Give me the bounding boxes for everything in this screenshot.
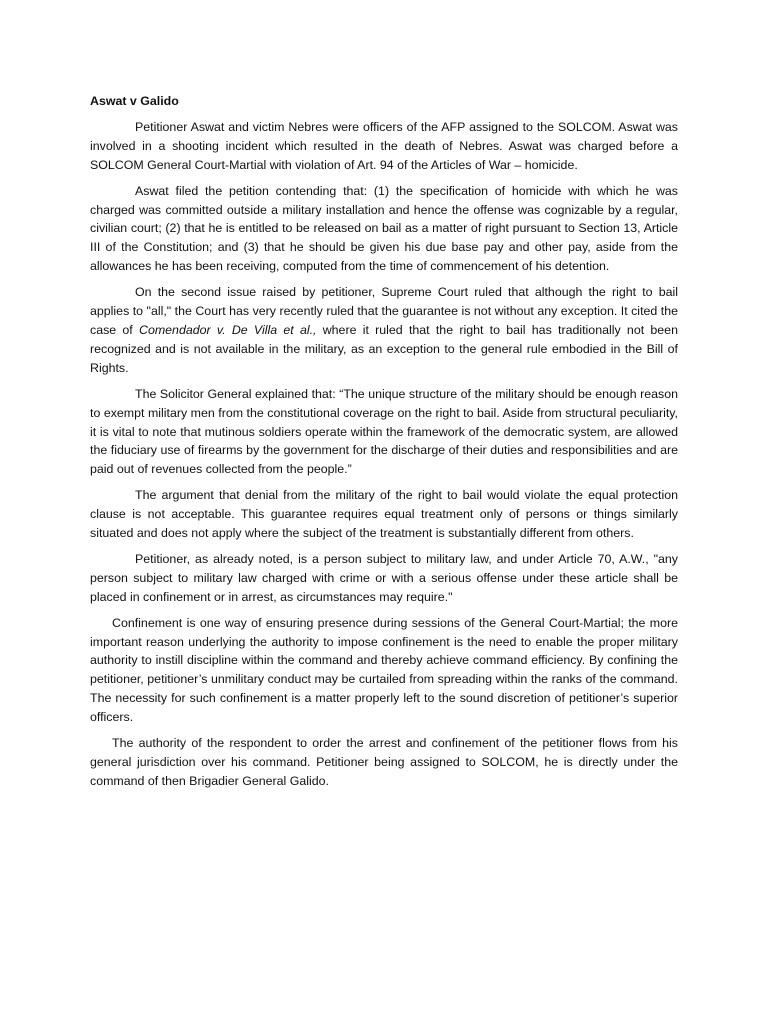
paragraph-equal-protection: The argument that denial from the military of the right to bail would violate the equal protection clause is not acceptable. This guarantee requires equal treatment only of persons or things similarly situated and does not apply where the subject of the treatment is substantially different from others. [90, 488, 678, 541]
document-page [90, 92, 678, 798]
paragraph-authority: The authority of the respondent to order the arrest and confinement of the petitioner flows from his general jurisdiction over his command. Petitioner being assigned to SOLCOM, he is directly under the command of then Brigadier General Galido. [90, 736, 678, 788]
paragraph-article-70: Petitioner, as already noted, is a person subject to military law, and under Article 70, A.W., "any person subject to military law charged with crime or with a serious offense under these article shall be placed in confinement or in arrest, as circumstances may require." [90, 551, 678, 604]
case-citation: Comendador v. De Villa et al., [139, 322, 317, 337]
paragraph-facts: Petitioner Aswat and victim Nebres were officers of the AFP assigned to the SOLCOM. Aswat was involved in a shooting incident which resulted in the death of Nebres. Aswat was charged before a SOLCOM General Court-Martial with violation of Art. 94 of the Articles of War – homicide. [90, 119, 678, 172]
paragraph-contentions: Aswat filed the petition contending that: (1) the specification of homicide with which he was charged was committed outside a military installation and hence the offense was cognizable by a regular, civilian court; (2) that he is entitled to be released on bail as a matter of right pursuant to Section 13, Article III of the Constitution; and (3) that he should be given his due base pay and other pay, aside from the allowances he has been receiving, computed from the time of commencement of his detention. [90, 183, 678, 274]
paragraph-solicitor-general: The Solicitor General explained that: “The unique structure of the military should be enough reason to exempt military men from the constitutional coverage on the right to bail. Aside from structural peculiarity, it is vital to note that mutinous soldiers operate within the framework of the democratic system, are allowed the fiduciary use of firearms by the government for the discharge of their duties and responsibilities and are paid out of revenues collected from the people.” [90, 386, 678, 477]
paragraph-bail-ruling [90, 283, 678, 378]
document-title: Aswat v Galido [90, 94, 179, 108]
paragraph-confinement: Confinement is one way of ensuring presence during sessions of the General Court-Martial; the more important reason underlying the authority to impose confinement is the need to enable the proper military authority to instill discipline within the command and thereby achieve command efficiency. By confining the petitioner, petitioner’s unmilitary conduct may be curtailed from spreading within the ranks of the command. The necessity for such confinement is a matter properly left to the sound discretion of petitioner’s superior officers. [90, 615, 678, 725]
paragraph-bail-ruling-text-after: where it ruled that the right to bail has traditionally not been recognized and is not available in the military, as an exception to the general rule embodied in the Bill of Rights. [90, 322, 678, 375]
paragraph-bail-ruling-text-before: On the second issue raised by petitioner, Supreme Court ruled that although the right to bail applies to "all," the Court has very recently ruled that the guarantee is not without any exception. It cited the case of [90, 285, 678, 337]
